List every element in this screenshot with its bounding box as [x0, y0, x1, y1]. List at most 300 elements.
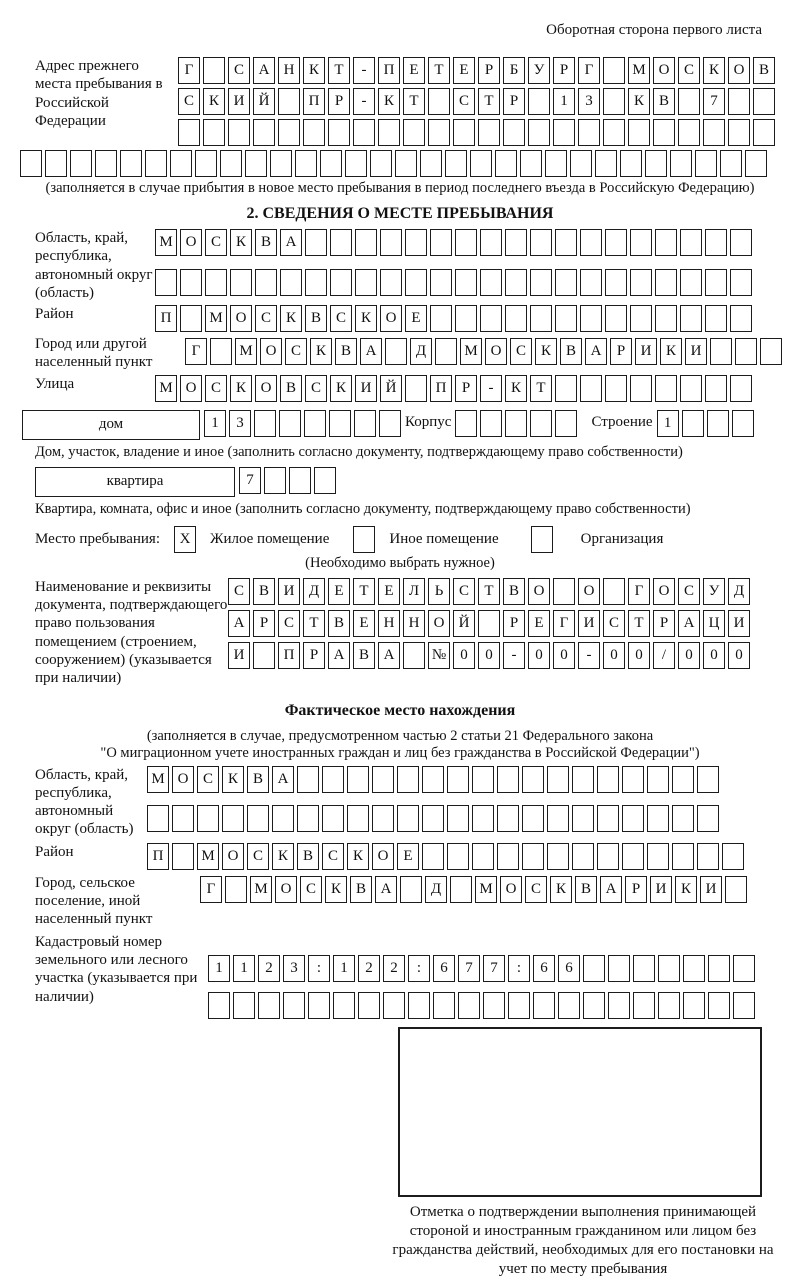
- char-cell[interactable]: [505, 305, 527, 332]
- char-cell[interactable]: [405, 229, 427, 256]
- char-cell[interactable]: [272, 805, 294, 832]
- char-cell[interactable]: [697, 766, 719, 793]
- char-cell[interactable]: О: [255, 375, 277, 402]
- char-cell[interactable]: [70, 150, 92, 177]
- char-cell[interactable]: [672, 766, 694, 793]
- char-cell[interactable]: [453, 119, 475, 146]
- char-cell[interactable]: О: [275, 876, 297, 903]
- char-cell[interactable]: Р: [653, 610, 675, 637]
- char-cell[interactable]: [430, 269, 452, 296]
- char-cell[interactable]: №: [428, 642, 450, 669]
- char-cell[interactable]: К: [675, 876, 697, 903]
- char-cell[interactable]: [447, 805, 469, 832]
- char-cell[interactable]: 3: [283, 955, 305, 982]
- char-cell[interactable]: Т: [428, 57, 450, 84]
- char-cell[interactable]: [505, 229, 527, 256]
- char-cell[interactable]: [172, 805, 194, 832]
- char-cell[interactable]: Т: [530, 375, 552, 402]
- char-cell[interactable]: :: [508, 955, 530, 982]
- char-cell[interactable]: О: [728, 57, 750, 84]
- char-cell[interactable]: [630, 269, 652, 296]
- char-cell[interactable]: [422, 766, 444, 793]
- char-cell[interactable]: В: [247, 766, 269, 793]
- char-cell[interactable]: [503, 119, 525, 146]
- char-cell[interactable]: [255, 269, 277, 296]
- char-cell[interactable]: В: [297, 843, 319, 870]
- char-cell[interactable]: :: [308, 955, 330, 982]
- char-cell[interactable]: С: [453, 578, 475, 605]
- char-cell[interactable]: :: [408, 955, 430, 982]
- char-cell[interactable]: И: [355, 375, 377, 402]
- char-cell[interactable]: Е: [397, 843, 419, 870]
- char-cell[interactable]: 1: [657, 410, 679, 437]
- char-cell[interactable]: [547, 805, 569, 832]
- char-cell[interactable]: [222, 805, 244, 832]
- char-cell[interactable]: Д: [303, 578, 325, 605]
- char-cell[interactable]: К: [230, 375, 252, 402]
- char-cell[interactable]: М: [155, 229, 177, 256]
- char-cell[interactable]: -: [353, 88, 375, 115]
- char-cell[interactable]: [447, 843, 469, 870]
- char-cell[interactable]: [705, 269, 727, 296]
- char-cell[interactable]: [695, 150, 717, 177]
- char-cell[interactable]: О: [180, 375, 202, 402]
- char-cell[interactable]: 2: [258, 955, 280, 982]
- char-cell[interactable]: Е: [378, 578, 400, 605]
- char-cell[interactable]: М: [475, 876, 497, 903]
- char-cell[interactable]: [620, 150, 642, 177]
- char-cell[interactable]: [655, 229, 677, 256]
- char-cell[interactable]: [297, 805, 319, 832]
- char-cell[interactable]: [258, 992, 280, 1019]
- char-cell[interactable]: 3: [229, 410, 251, 437]
- char-cell[interactable]: В: [653, 88, 675, 115]
- char-cell[interactable]: [322, 805, 344, 832]
- char-cell[interactable]: [403, 119, 425, 146]
- char-cell[interactable]: [225, 876, 247, 903]
- char-cell[interactable]: [470, 150, 492, 177]
- char-cell[interactable]: Т: [628, 610, 650, 637]
- char-cell[interactable]: [505, 269, 527, 296]
- char-cell[interactable]: К: [303, 57, 325, 84]
- char-cell[interactable]: М: [628, 57, 650, 84]
- char-cell[interactable]: 7: [703, 88, 725, 115]
- char-cell[interactable]: К: [310, 338, 332, 365]
- char-cell[interactable]: [555, 410, 577, 437]
- char-cell[interactable]: [180, 269, 202, 296]
- char-cell[interactable]: [455, 269, 477, 296]
- char-cell[interactable]: [278, 119, 300, 146]
- char-cell[interactable]: А: [228, 610, 250, 637]
- char-cell[interactable]: У: [703, 578, 725, 605]
- char-cell[interactable]: [508, 992, 530, 1019]
- char-cell[interactable]: [497, 805, 519, 832]
- char-cell[interactable]: [583, 992, 605, 1019]
- char-cell[interactable]: [530, 410, 552, 437]
- char-cell[interactable]: [531, 526, 553, 553]
- char-cell[interactable]: [380, 269, 402, 296]
- char-cell[interactable]: Р: [253, 610, 275, 637]
- char-cell[interactable]: А: [280, 229, 302, 256]
- char-cell[interactable]: С: [205, 229, 227, 256]
- char-cell[interactable]: [522, 766, 544, 793]
- char-cell[interactable]: [595, 150, 617, 177]
- char-cell[interactable]: 0: [628, 642, 650, 669]
- char-cell[interactable]: [628, 119, 650, 146]
- char-cell[interactable]: Р: [625, 876, 647, 903]
- char-cell[interactable]: [680, 375, 702, 402]
- char-cell[interactable]: [578, 119, 600, 146]
- char-cell[interactable]: [547, 766, 569, 793]
- char-cell[interactable]: [455, 229, 477, 256]
- char-cell[interactable]: В: [350, 876, 372, 903]
- char-cell[interactable]: [120, 150, 142, 177]
- char-cell[interactable]: С: [330, 305, 352, 332]
- char-cell[interactable]: [728, 88, 750, 115]
- char-cell[interactable]: Ь: [428, 578, 450, 605]
- char-cell[interactable]: [330, 269, 352, 296]
- char-cell[interactable]: [522, 843, 544, 870]
- char-cell[interactable]: 0: [678, 642, 700, 669]
- char-cell[interactable]: Р: [478, 57, 500, 84]
- char-cell[interactable]: [195, 150, 217, 177]
- char-cell[interactable]: Р: [610, 338, 632, 365]
- char-cell[interactable]: [703, 119, 725, 146]
- char-cell[interactable]: С: [255, 305, 277, 332]
- char-cell[interactable]: П: [303, 88, 325, 115]
- char-cell[interactable]: [230, 269, 252, 296]
- char-cell[interactable]: [205, 269, 227, 296]
- char-cell[interactable]: С: [205, 375, 227, 402]
- char-cell[interactable]: Й: [380, 375, 402, 402]
- char-cell[interactable]: [730, 375, 752, 402]
- char-cell[interactable]: [480, 305, 502, 332]
- char-cell[interactable]: [753, 119, 775, 146]
- char-cell[interactable]: [580, 305, 602, 332]
- char-cell[interactable]: О: [380, 305, 402, 332]
- char-cell[interactable]: [253, 642, 275, 669]
- char-cell[interactable]: [455, 410, 477, 437]
- char-cell[interactable]: О: [485, 338, 507, 365]
- char-cell[interactable]: [295, 150, 317, 177]
- char-cell[interactable]: [672, 805, 694, 832]
- char-cell[interactable]: 7: [483, 955, 505, 982]
- char-cell[interactable]: [314, 467, 336, 494]
- char-cell[interactable]: Н: [403, 610, 425, 637]
- char-cell[interactable]: А: [253, 57, 275, 84]
- char-cell[interactable]: [655, 269, 677, 296]
- char-cell[interactable]: К: [347, 843, 369, 870]
- char-cell[interactable]: С: [228, 578, 250, 605]
- char-cell[interactable]: [597, 805, 619, 832]
- char-cell[interactable]: Й: [253, 88, 275, 115]
- char-cell[interactable]: [605, 229, 627, 256]
- char-cell[interactable]: [347, 805, 369, 832]
- char-cell[interactable]: [447, 766, 469, 793]
- char-cell[interactable]: [622, 843, 644, 870]
- char-cell[interactable]: О: [180, 229, 202, 256]
- char-cell[interactable]: -: [578, 642, 600, 669]
- char-cell[interactable]: Р: [455, 375, 477, 402]
- char-cell[interactable]: [533, 992, 555, 1019]
- char-cell[interactable]: 1: [553, 88, 575, 115]
- char-cell[interactable]: [422, 843, 444, 870]
- char-cell[interactable]: К: [230, 229, 252, 256]
- char-cell[interactable]: Т: [328, 57, 350, 84]
- char-cell[interactable]: [658, 955, 680, 982]
- char-cell[interactable]: [547, 843, 569, 870]
- char-cell[interactable]: Г: [185, 338, 207, 365]
- char-cell[interactable]: [730, 229, 752, 256]
- char-cell[interactable]: П: [147, 843, 169, 870]
- char-cell[interactable]: И: [685, 338, 707, 365]
- char-cell[interactable]: В: [255, 229, 277, 256]
- char-cell[interactable]: [233, 992, 255, 1019]
- char-cell[interactable]: О: [500, 876, 522, 903]
- char-cell[interactable]: П: [155, 305, 177, 332]
- char-cell[interactable]: С: [197, 766, 219, 793]
- char-cell[interactable]: В: [335, 338, 357, 365]
- char-cell[interactable]: [329, 410, 351, 437]
- char-cell[interactable]: [278, 88, 300, 115]
- char-cell[interactable]: [203, 119, 225, 146]
- char-cell[interactable]: [405, 375, 427, 402]
- char-cell[interactable]: К: [272, 843, 294, 870]
- char-cell[interactable]: В: [575, 876, 597, 903]
- char-cell[interactable]: [355, 229, 377, 256]
- char-cell[interactable]: [745, 150, 767, 177]
- char-cell[interactable]: [354, 410, 376, 437]
- char-cell[interactable]: О: [172, 766, 194, 793]
- char-cell[interactable]: [178, 119, 200, 146]
- char-cell[interactable]: [583, 955, 605, 982]
- char-cell[interactable]: [630, 305, 652, 332]
- char-cell[interactable]: [347, 766, 369, 793]
- char-cell[interactable]: [630, 229, 652, 256]
- char-cell[interactable]: [372, 805, 394, 832]
- char-cell[interactable]: [570, 150, 592, 177]
- char-cell[interactable]: Н: [278, 57, 300, 84]
- char-cell[interactable]: К: [550, 876, 572, 903]
- char-cell[interactable]: [170, 150, 192, 177]
- char-cell[interactable]: [670, 150, 692, 177]
- char-cell[interactable]: С: [228, 57, 250, 84]
- char-cell[interactable]: X: [174, 526, 196, 553]
- char-cell[interactable]: М: [155, 375, 177, 402]
- char-cell[interactable]: Г: [628, 578, 650, 605]
- char-cell[interactable]: [245, 150, 267, 177]
- char-cell[interactable]: [322, 766, 344, 793]
- char-cell[interactable]: К: [535, 338, 557, 365]
- char-cell[interactable]: [147, 805, 169, 832]
- char-cell[interactable]: [428, 88, 450, 115]
- char-cell[interactable]: [283, 992, 305, 1019]
- char-cell[interactable]: 1: [204, 410, 226, 437]
- char-cell[interactable]: О: [653, 57, 675, 84]
- char-cell[interactable]: [655, 375, 677, 402]
- char-cell[interactable]: [720, 150, 742, 177]
- char-cell[interactable]: 0: [553, 642, 575, 669]
- char-cell[interactable]: [472, 805, 494, 832]
- char-cell[interactable]: О: [653, 578, 675, 605]
- char-cell[interactable]: Р: [503, 610, 525, 637]
- char-cell[interactable]: [728, 119, 750, 146]
- char-cell[interactable]: В: [353, 642, 375, 669]
- char-cell[interactable]: В: [253, 578, 275, 605]
- char-cell[interactable]: В: [753, 57, 775, 84]
- char-cell[interactable]: [655, 305, 677, 332]
- char-cell[interactable]: [320, 150, 342, 177]
- char-cell[interactable]: Е: [403, 57, 425, 84]
- char-cell[interactable]: [708, 992, 730, 1019]
- char-cell[interactable]: Т: [478, 578, 500, 605]
- char-cell[interactable]: К: [628, 88, 650, 115]
- char-cell[interactable]: [480, 229, 502, 256]
- char-cell[interactable]: [653, 119, 675, 146]
- char-cell[interactable]: [208, 992, 230, 1019]
- char-cell[interactable]: С: [278, 610, 300, 637]
- char-cell[interactable]: [400, 876, 422, 903]
- char-cell[interactable]: К: [325, 876, 347, 903]
- char-cell[interactable]: [580, 375, 602, 402]
- char-cell[interactable]: [433, 992, 455, 1019]
- char-cell[interactable]: [545, 150, 567, 177]
- char-cell[interactable]: 1: [208, 955, 230, 982]
- char-cell[interactable]: [753, 88, 775, 115]
- char-cell[interactable]: [733, 992, 755, 1019]
- char-cell[interactable]: П: [278, 642, 300, 669]
- char-cell[interactable]: [383, 992, 405, 1019]
- char-cell[interactable]: Г: [200, 876, 222, 903]
- char-cell[interactable]: А: [600, 876, 622, 903]
- char-cell[interactable]: И: [578, 610, 600, 637]
- char-cell[interactable]: -: [503, 642, 525, 669]
- char-cell[interactable]: В: [503, 578, 525, 605]
- char-cell[interactable]: [380, 229, 402, 256]
- char-cell[interactable]: [279, 410, 301, 437]
- char-cell[interactable]: [155, 269, 177, 296]
- char-cell[interactable]: [605, 269, 627, 296]
- char-cell[interactable]: [722, 843, 744, 870]
- char-cell[interactable]: [672, 843, 694, 870]
- char-cell[interactable]: [733, 955, 755, 982]
- char-cell[interactable]: [622, 766, 644, 793]
- char-cell[interactable]: С: [247, 843, 269, 870]
- char-cell[interactable]: 7: [239, 467, 261, 494]
- char-cell[interactable]: [472, 766, 494, 793]
- char-cell[interactable]: [450, 876, 472, 903]
- char-cell[interactable]: [379, 410, 401, 437]
- char-cell[interactable]: [520, 150, 542, 177]
- char-cell[interactable]: [264, 467, 286, 494]
- char-cell[interactable]: [647, 805, 669, 832]
- char-cell[interactable]: [730, 305, 752, 332]
- char-cell[interactable]: [308, 992, 330, 1019]
- char-cell[interactable]: [603, 578, 625, 605]
- char-cell[interactable]: О: [528, 578, 550, 605]
- char-cell[interactable]: [710, 338, 732, 365]
- char-cell[interactable]: [572, 843, 594, 870]
- char-cell[interactable]: [478, 119, 500, 146]
- char-cell[interactable]: [497, 766, 519, 793]
- char-cell[interactable]: -: [353, 57, 375, 84]
- char-cell[interactable]: [405, 269, 427, 296]
- char-cell[interactable]: Г: [178, 57, 200, 84]
- char-cell[interactable]: 1: [333, 955, 355, 982]
- char-cell[interactable]: И: [228, 88, 250, 115]
- char-cell[interactable]: [682, 410, 704, 437]
- char-cell[interactable]: Т: [478, 88, 500, 115]
- char-cell[interactable]: [555, 229, 577, 256]
- char-cell[interactable]: [680, 305, 702, 332]
- char-cell[interactable]: Г: [553, 610, 575, 637]
- char-cell[interactable]: [372, 766, 394, 793]
- char-cell[interactable]: С: [453, 88, 475, 115]
- char-cell[interactable]: 2: [358, 955, 380, 982]
- char-cell[interactable]: О: [222, 843, 244, 870]
- char-cell[interactable]: [378, 119, 400, 146]
- char-cell[interactable]: [345, 150, 367, 177]
- char-cell[interactable]: М: [197, 843, 219, 870]
- char-cell[interactable]: [572, 766, 594, 793]
- char-cell[interactable]: [145, 150, 167, 177]
- char-cell[interactable]: [385, 338, 407, 365]
- char-cell[interactable]: М: [205, 305, 227, 332]
- char-cell[interactable]: [353, 526, 375, 553]
- char-cell[interactable]: [203, 57, 225, 84]
- char-cell[interactable]: Т: [303, 610, 325, 637]
- char-cell[interactable]: 0: [478, 642, 500, 669]
- char-cell[interactable]: [45, 150, 67, 177]
- char-cell[interactable]: [397, 766, 419, 793]
- char-cell[interactable]: [254, 410, 276, 437]
- char-cell[interactable]: [505, 410, 527, 437]
- char-cell[interactable]: [608, 992, 630, 1019]
- char-cell[interactable]: Н: [378, 610, 400, 637]
- char-cell[interactable]: [422, 805, 444, 832]
- char-cell[interactable]: Т: [353, 578, 375, 605]
- char-cell[interactable]: У: [528, 57, 550, 84]
- char-cell[interactable]: В: [305, 305, 327, 332]
- char-cell[interactable]: [647, 843, 669, 870]
- char-cell[interactable]: [697, 805, 719, 832]
- char-cell[interactable]: М: [235, 338, 257, 365]
- char-cell[interactable]: И: [650, 876, 672, 903]
- char-cell[interactable]: Т: [403, 88, 425, 115]
- char-cell[interactable]: [304, 410, 326, 437]
- char-cell[interactable]: [707, 410, 729, 437]
- char-cell[interactable]: [220, 150, 242, 177]
- char-cell[interactable]: [95, 150, 117, 177]
- char-cell[interactable]: [297, 766, 319, 793]
- char-cell[interactable]: [497, 843, 519, 870]
- char-cell[interactable]: [20, 150, 42, 177]
- char-cell[interactable]: С: [603, 610, 625, 637]
- char-cell[interactable]: Д: [728, 578, 750, 605]
- char-cell[interactable]: [528, 119, 550, 146]
- char-cell[interactable]: [555, 305, 577, 332]
- char-cell[interactable]: Е: [528, 610, 550, 637]
- char-cell[interactable]: 3: [578, 88, 600, 115]
- char-cell[interactable]: [597, 766, 619, 793]
- char-cell[interactable]: [478, 610, 500, 637]
- char-cell[interactable]: [645, 150, 667, 177]
- char-cell[interactable]: А: [375, 876, 397, 903]
- char-cell[interactable]: [683, 992, 705, 1019]
- char-cell[interactable]: [289, 467, 311, 494]
- char-cell[interactable]: К: [355, 305, 377, 332]
- char-cell[interactable]: [430, 305, 452, 332]
